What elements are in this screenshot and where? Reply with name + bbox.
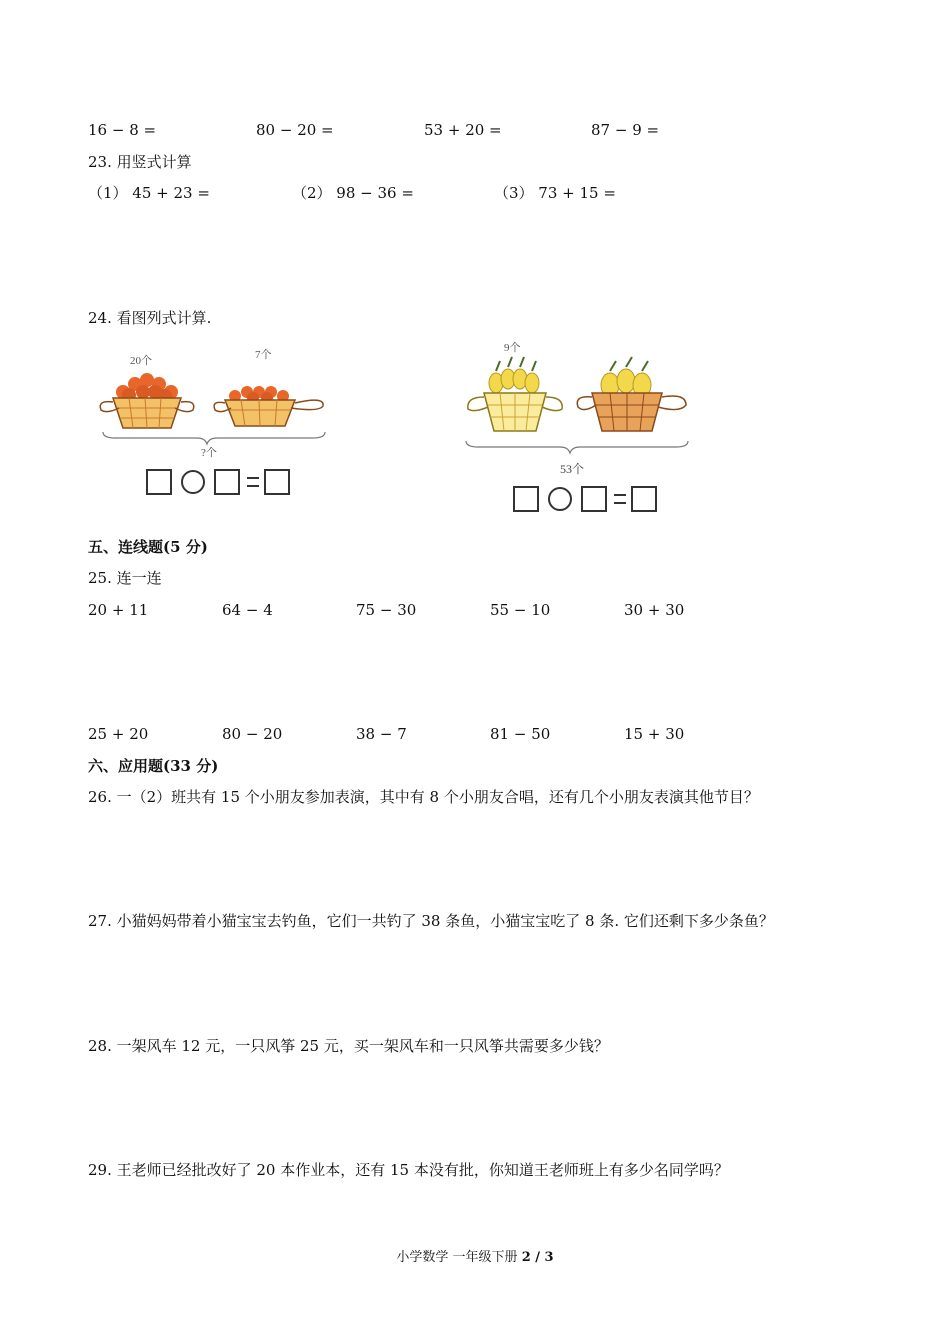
match-bottom-3: 38 − 7 (356, 725, 407, 743)
pear-basket-1 (468, 357, 562, 431)
match-bottom-1: 25 + 20 (88, 725, 149, 743)
left-label-a: 20个 (130, 355, 152, 367)
match-bottom-2: 80 − 20 (222, 725, 283, 743)
left-label-b: 7个 (255, 349, 272, 361)
brace (103, 432, 325, 444)
calc-1: 16 − 8 = (88, 121, 157, 139)
peach-basket-1 (100, 373, 194, 428)
pear-basket-2 (577, 357, 686, 431)
equals-sign (247, 478, 259, 486)
left-label-total: ?个 (201, 447, 217, 459)
right-label-total: 53个 (560, 462, 585, 476)
operator-circle (182, 471, 204, 493)
answer-box (514, 487, 538, 511)
q24-title: 24. 看图列式计算. (88, 309, 212, 327)
section-6-title: 六、应用题(33 分) (88, 757, 219, 775)
calc-2: 80 − 20 = (256, 121, 334, 139)
pear-baskets-illustration (460, 335, 700, 515)
q29-text: 29. 王老师已经批改好了 20 本作业本，还有 15 本没有批，你知道王老师班上有多少名同学吗？ (88, 1161, 729, 1179)
answer-box (582, 487, 606, 511)
calc-4: 87 − 9 = (591, 121, 660, 139)
right-label-a: 9个 (504, 342, 521, 354)
answer-box (215, 470, 239, 494)
page-number: 2 / 3 (521, 1250, 554, 1265)
answer-box (632, 487, 656, 511)
q28-text: 28. 一架风车 12 元，一只风筝 25 元，买一架风车和一只风筝共需要多少钱？ (88, 1037, 609, 1055)
match-top-2: 64 − 4 (222, 601, 273, 619)
footer-text: 小学数学 一年级下册 (396, 1250, 522, 1265)
q23-title: 23. 用竖式计算 (88, 153, 192, 171)
brace (466, 441, 688, 453)
peach-basket-2 (214, 386, 323, 426)
answer-box (147, 470, 171, 494)
match-top-3: 75 − 30 (356, 601, 417, 619)
q27-text: 27. 小猫妈妈带着小猫宝宝去钓鱼，它们一共钓了 38 条鱼，小猫宝宝吃了 8 条. 它们还剩下多少条鱼？ (88, 912, 774, 930)
page-footer (0, 1246, 950, 1265)
q23-item-1: （1） 45 + 23 = (88, 184, 210, 202)
q23-item-2: （2） 98 − 36 = (292, 184, 414, 202)
answer-box (265, 470, 289, 494)
match-bottom-4: 81 − 50 (490, 725, 551, 743)
match-top-5: 30 + 30 (624, 601, 685, 619)
match-bottom-5: 15 + 30 (624, 725, 685, 743)
equals-sign (614, 495, 626, 503)
match-top-1: 20 + 11 (88, 601, 149, 619)
q23-item-3: （3） 73 + 15 = (494, 184, 616, 202)
match-top-4: 55 − 10 (490, 601, 551, 619)
operator-circle (549, 488, 571, 510)
q26-text: 26. 一（2）班共有 15 个小朋友参加表演，其中有 8 个小朋友合唱，还有几个小朋友表演其他节目？ (88, 788, 759, 806)
calc-3: 53 + 20 = (424, 121, 502, 139)
q25-title: 25. 连一连 (88, 569, 162, 587)
section-5-title: 五、连线题(5 分) (88, 538, 208, 556)
peach-baskets-illustration (95, 340, 335, 505)
